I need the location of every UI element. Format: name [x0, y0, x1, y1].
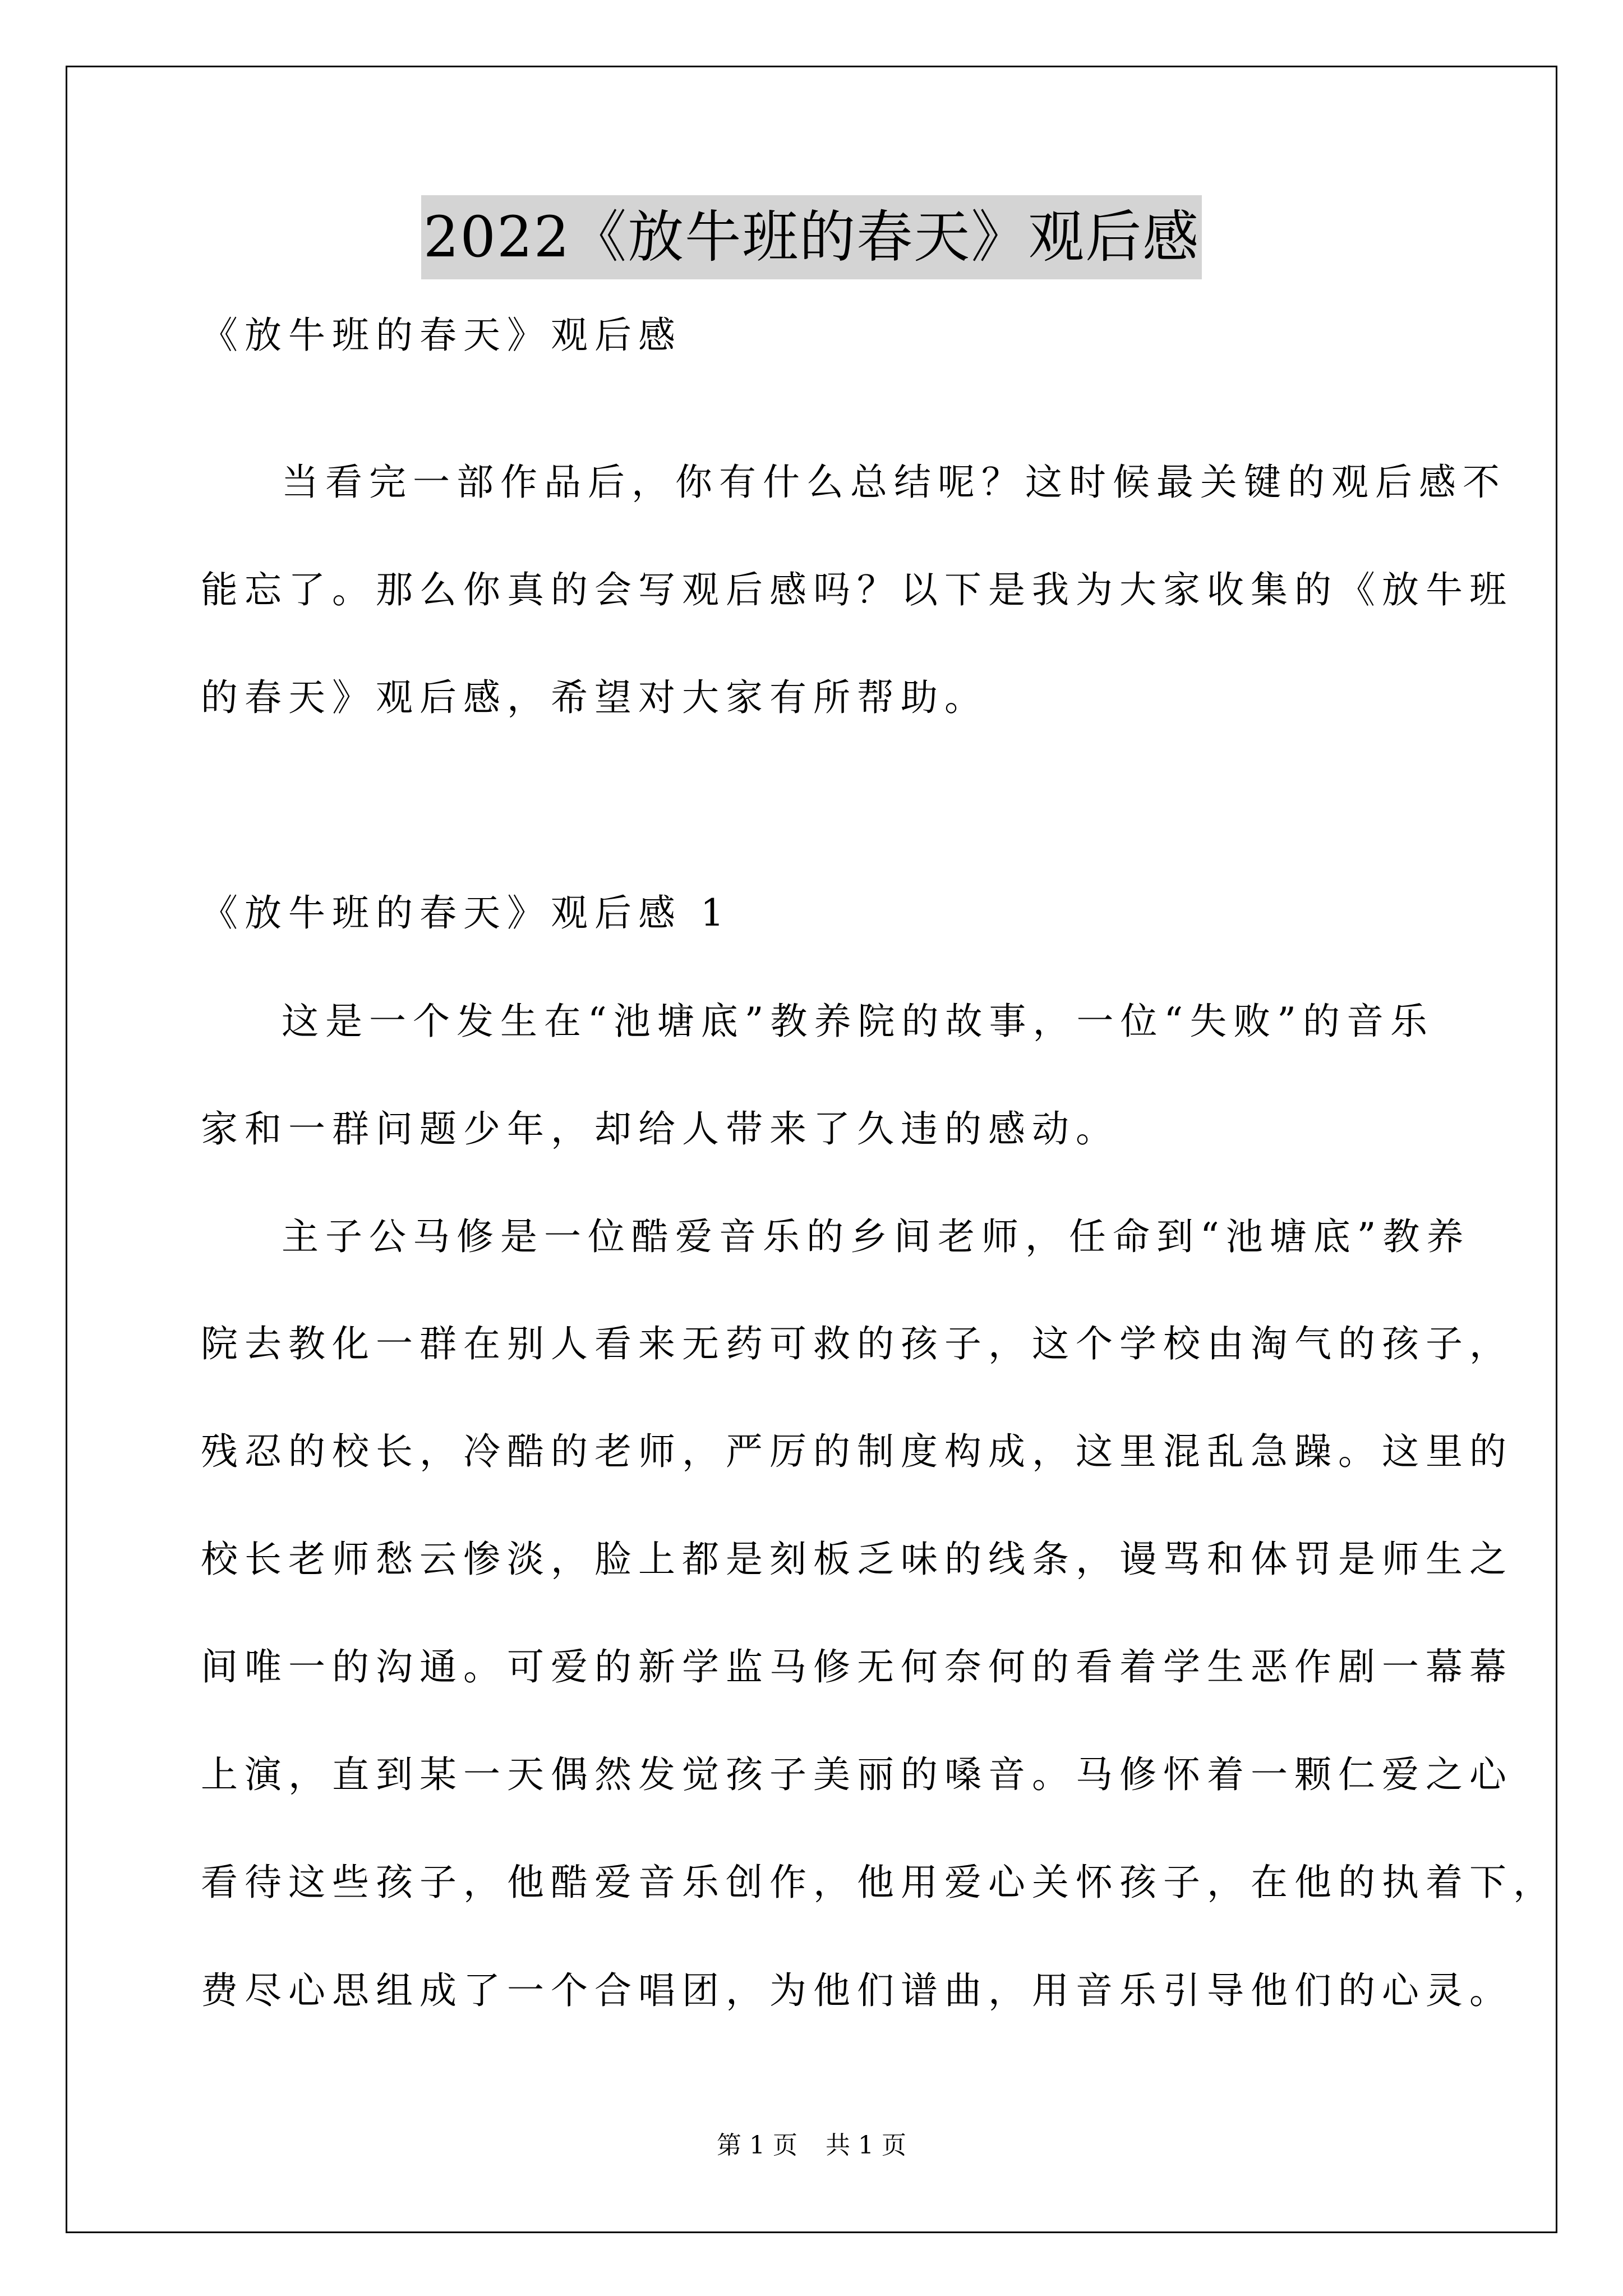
- paragraph-line: 主子公马修是一位酷爱音乐的乡间老师，任命到“池塘底”教养: [282, 1215, 1470, 1258]
- title-wrap: [0, 195, 1623, 279]
- page-total: 共 1 页: [826, 2131, 906, 2160]
- paragraph-line: 间唯一的沟通。可爱的新学监马修无何奈何的看着学生恶作剧一幕幕: [201, 1645, 1513, 1688]
- paragraph-line: 的春天》观后感，希望对大家有所帮助。: [201, 676, 988, 719]
- section-heading: 《放牛班的春天》观后感 1: [201, 891, 731, 935]
- paragraph-line: 费尽心思组成了一个合唱团，为他们谱曲，用音乐引导他们的心灵。: [201, 1969, 1513, 2012]
- paragraph-line: 残忍的校长，冷酷的老师，严厉的制度构成，这里混乱急躁。这里的: [201, 1430, 1513, 1473]
- paragraph-line: 院去教化一群在别人看来无药可救的孩子，这个学校由淘气的孩子，: [201, 1322, 1513, 1365]
- page-number: 第 1 页: [717, 2131, 797, 2160]
- paragraph-line: 当看完一部作品后，你有什么总结呢？这时候最关键的观后感不: [282, 461, 1506, 504]
- paragraph-line: 上演，直到某一天偶然发觉孩子美丽的嗓音。马修怀着一颗仁爱之心: [201, 1753, 1513, 1796]
- paragraph-line: 家和一群问题少年，却给人带来了久违的感动。: [201, 1107, 1119, 1151]
- subtitle-line: 《放牛班的春天》观后感: [201, 314, 682, 357]
- page-footer: [0, 2129, 1623, 2162]
- paragraph-line: 看待这些孩子，他酷爱音乐创作，他用爱心关怀孩子，在他的执着下，: [201, 1861, 1557, 1904]
- document-title: 2022《放牛班的春天》观后感: [421, 195, 1202, 279]
- paragraph-line: 这是一个发生在“池塘底”教养院的故事，一位“失败”的音乐: [282, 1000, 1434, 1043]
- paragraph-line: 能忘了。那么你真的会写观后感吗？以下是我为大家收集的《放牛班: [201, 568, 1513, 611]
- paragraph-line: 校长老师愁云惨淡，脸上都是刻板乏味的线条，谩骂和体罚是师生之: [201, 1538, 1513, 1581]
